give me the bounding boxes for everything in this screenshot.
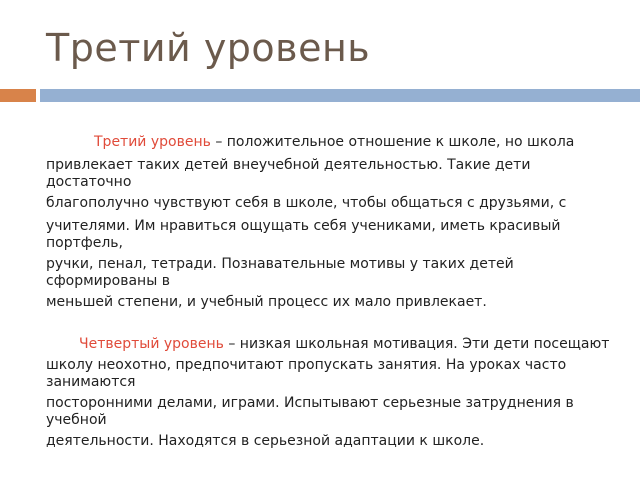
paragraph-gap bbox=[46, 317, 606, 336]
slide-title: Третий уровень bbox=[46, 26, 371, 70]
paragraph-line: благополучно чувствуют себя в школе, чтобы общаться с друзьями, с bbox=[46, 195, 567, 211]
highlight-fourth-level: Четвертый уровень bbox=[79, 336, 224, 352]
slide-body bbox=[46, 134, 610, 456]
paragraph-line: учителями. Им нравиться ощущать себя учениками, иметь красивый портфель, bbox=[46, 218, 561, 251]
accent-bar-left bbox=[0, 89, 36, 102]
paragraph-line bbox=[46, 336, 624, 353]
paragraph-line: школу неохотно, предпочитают пропускать занятия. На уроках часто занимаются bbox=[46, 357, 567, 390]
paragraph-text: – низкая школьная мотивация. Эти дети посещают bbox=[223, 336, 610, 352]
paragraph-line: посторонними делами, играми. Испытывают серьезные затруднения в учебной bbox=[46, 395, 574, 428]
highlight-third-level: Третий уровень bbox=[94, 134, 211, 150]
paragraph-line bbox=[46, 134, 606, 151]
paragraph-line: ручки, пенал, тетради. Познавательные мотивы у таких детей сформированы в bbox=[46, 256, 514, 289]
paragraph-line: привлекает таких детей внеучебной деятельностью. Такие дети достаточно bbox=[46, 157, 531, 190]
accent-bar-right bbox=[40, 89, 640, 102]
paragraph-text: – положительное отношение к школе, но школа bbox=[210, 134, 575, 150]
paragraph-fourth-level bbox=[46, 336, 610, 450]
paragraph-third-level bbox=[46, 134, 606, 311]
paragraph-line: меньшей степени, и учебный процесс их мало привлекает. bbox=[46, 294, 487, 310]
paragraph-line: деятельности. Находятся в серьезной адаптации к школе. bbox=[46, 433, 485, 449]
